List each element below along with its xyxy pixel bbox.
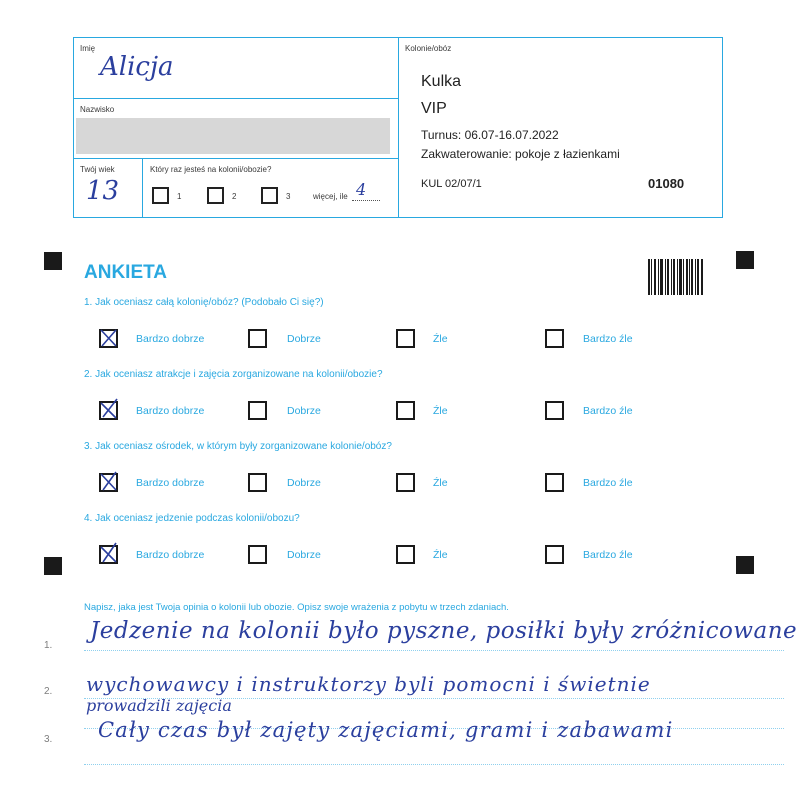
q2-option-good-checkbox[interactable]	[248, 401, 267, 420]
q2-option-label: Bardzo dobrze	[136, 405, 205, 417]
times-checkbox-3[interactable]	[261, 187, 278, 204]
q4-option-label: Bardzo źle	[583, 549, 633, 561]
q3-option-very-bad-checkbox[interactable]	[545, 473, 564, 492]
question-3: 3. Jak oceniasz ośrodek, w którym były zorganizowane kolonie/obóz?	[84, 441, 392, 452]
q1-option-label: Źle	[433, 333, 448, 345]
question-2: 2. Jak oceniasz atrakcje i zajęcia zorganizowane na kolonii/obozie?	[84, 369, 383, 380]
name-label: Imię	[80, 44, 96, 53]
opinion-line-3[interactable]: Cały czas był zajęty zajęciami, grami i zabawami	[98, 718, 674, 742]
registration-marker	[44, 557, 62, 575]
camp-type: VIP	[421, 100, 447, 117]
times-more-label: więcej, ile	[313, 192, 348, 201]
line-number: 2.	[44, 686, 53, 697]
age-label: Twój wiek	[80, 165, 115, 174]
q4-option-good-checkbox[interactable]	[248, 545, 267, 564]
camp-turnus: Turnus: 06.07-16.07.2022	[421, 128, 559, 142]
q4-option-very-bad-checkbox[interactable]	[545, 545, 564, 564]
survey-title: ANKIETA	[84, 262, 168, 283]
checkmark-x-icon	[98, 469, 120, 493]
line-number: 3.	[44, 734, 53, 745]
opinion-line-2-continued[interactable]: prowadzili zajęcia	[86, 696, 232, 715]
registration-marker	[44, 252, 62, 270]
q3-option-bad-checkbox[interactable]	[396, 473, 415, 492]
header-row-line	[73, 98, 399, 99]
times-option-2: 2	[232, 192, 237, 201]
times-checkbox-2[interactable]	[207, 187, 224, 204]
barcode	[648, 259, 703, 295]
q2-option-label: Bardzo źle	[583, 405, 633, 417]
times-option-3: 3	[286, 192, 291, 201]
q4-option-label: Bardzo dobrze	[136, 549, 205, 561]
q2-option-very-bad-checkbox[interactable]	[545, 401, 564, 420]
writing-line	[84, 764, 784, 765]
q3-option-label: Bardzo dobrze	[136, 477, 205, 489]
q1-option-label: Bardzo źle	[583, 333, 633, 345]
checkmark-x-icon	[98, 397, 120, 421]
q2-option-bad-checkbox[interactable]	[396, 401, 415, 420]
times-option-1: 1	[177, 192, 182, 201]
surname-redaction	[76, 118, 390, 154]
q3-option-label: Dobrze	[287, 477, 321, 489]
writing-line	[84, 650, 784, 651]
registration-marker	[736, 556, 754, 574]
q4-option-label: Dobrze	[287, 549, 321, 561]
camp-code: KUL 02/07/1	[421, 178, 482, 190]
camp-accommodation: Zakwaterowanie: pokoje z łazienkami	[421, 147, 620, 161]
q1-option-label: Bardzo dobrze	[136, 333, 205, 345]
times-more-value[interactable]: 4	[356, 180, 367, 199]
q1-option-good-checkbox[interactable]	[248, 329, 267, 348]
q2-option-label: Dobrze	[287, 405, 321, 417]
q1-option-label: Dobrze	[287, 333, 321, 345]
header-row-line	[73, 158, 399, 159]
camp-name: Kulka	[421, 73, 462, 90]
question-1: 1. Jak oceniasz całą kolonię/obóz? (Podobało Ci się?)	[84, 297, 324, 308]
q4-option-label: Źle	[433, 549, 448, 561]
q2-option-label: Źle	[433, 405, 448, 417]
line-number: 1.	[44, 640, 53, 651]
q1-option-bad-checkbox[interactable]	[396, 329, 415, 348]
question-4: 4. Jak oceniasz jedzenie podczas kolonii/obozu?	[84, 513, 300, 524]
opinion-line-1[interactable]: Jedzenie na kolonii było pyszne, posiłki były zróżnicowane	[90, 618, 798, 644]
q3-option-label: Źle	[433, 477, 448, 489]
q3-option-good-checkbox[interactable]	[248, 473, 267, 492]
checkmark-x-icon	[98, 541, 120, 565]
q4-option-bad-checkbox[interactable]	[396, 545, 415, 564]
q3-option-label: Bardzo źle	[583, 477, 633, 489]
times-question: Który raz jesteś na kolonii/obozie?	[150, 165, 272, 174]
times-checkbox-1[interactable]	[152, 187, 169, 204]
age-value[interactable]: 13	[86, 176, 120, 206]
name-value[interactable]: Alicja	[100, 52, 174, 82]
header-age-divider	[142, 158, 143, 218]
checkmark-x-icon	[98, 327, 120, 349]
opinion-line-2[interactable]: wychowawcy i instruktorzy byli pomocni i świetnie	[86, 672, 651, 696]
camp-label: Kolonie/obóz	[405, 44, 452, 53]
opinion-prompt: Napisz, jaka jest Twoja opinia o kolonii lub obozie. Opisz swoje wrażenia z pobytu w trzech zdaniach.	[84, 602, 509, 613]
times-more-line	[352, 200, 380, 201]
surname-label: Nazwisko	[80, 105, 115, 114]
q1-option-very-bad-checkbox[interactable]	[545, 329, 564, 348]
form-number: 01080	[648, 176, 685, 191]
header-divider	[398, 37, 399, 218]
registration-marker	[736, 251, 754, 269]
